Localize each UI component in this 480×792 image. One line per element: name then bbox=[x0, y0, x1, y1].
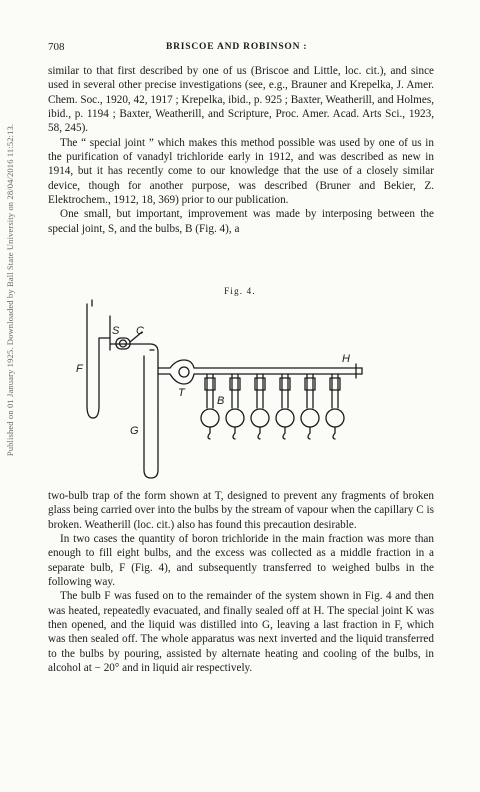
bulb-f bbox=[87, 304, 110, 418]
apparatus-figure bbox=[70, 298, 370, 485]
receiver-g bbox=[144, 356, 158, 478]
label-h: H bbox=[342, 353, 350, 365]
page-header bbox=[48, 41, 434, 55]
label-c: C bbox=[136, 325, 144, 337]
label-f: F bbox=[76, 363, 83, 375]
label-b: B bbox=[217, 395, 225, 407]
label-s: S bbox=[112, 325, 120, 337]
paragraph: two-bulb trap of the form shown at T, designed to prevent any fragments of broken glass being carried over into the bulbs by the stream of vapour when the capillary C is broken. Weatherill (loc. cit.) also has found this precaution desirable. bbox=[48, 490, 434, 531]
page-number: 708 bbox=[48, 41, 65, 53]
apparatus-diagram bbox=[70, 298, 370, 480]
figure-caption: Fig. 4. bbox=[224, 286, 256, 296]
label-g: G bbox=[130, 425, 139, 437]
paragraph: One small, but important, improvement was made by interposing between the special joint, S, and the bulbs, B (Fig. 4), a bbox=[48, 208, 434, 235]
label-t: T bbox=[178, 387, 185, 399]
body-text-before-figure bbox=[48, 64, 434, 236]
paragraph: similar to that first described by one of us (Briscoe and Little, loc. cit.), and since used in several other precise investigations (see, e.g., Brauner and Krepelka, J. Amer. Chem. Soc., 1920, 42, 1917 ; Krepelka, ibid., p. 925 ; Baxter, Weatherill, and Holmes, ibid., p. 1194 ; Baxter, Weatherill, and Scripture, Proc. Amer. Acad. Arts Sci., 1923, 58, 245). bbox=[48, 65, 434, 135]
trap-t bbox=[158, 360, 362, 368]
paragraph: In two cases the quantity of boron trichloride in the main fraction was more than enough to fill eight bulbs, and the excess was collected as a middle fraction in a separate bulb, F (Fig. 4), and subsequently transferred to weighed bulbs in the following way. bbox=[48, 533, 434, 589]
margin-note-text: Published on 01 January 1925. Downloaded by Ball State University on 28/04/2016 11:52:13. bbox=[5, 123, 15, 457]
paragraph: The “ special joint ” which makes this method possible was used by one of us in the purification of vanadyl trichloride early in 1912, and was described as new in 1914, but it has recently come to our knowledge that the use of a closely similar device, though for another purpose, was described (Bruner and Bekier, Z. Elektrochem., 1912, 18, 369) prior to our publication. bbox=[48, 136, 434, 207]
running-head: BRISCOE AND ROBINSON : bbox=[166, 42, 308, 52]
body-text-after-figure bbox=[48, 489, 434, 675]
paragraph: The bulb F was fused on to the remainder of the system shown in Fig. 4 and then was heated, repeatedly evacuated, and finally sealed off at H. The special joint K was then opened, and the liquid was distilled into G, leaving a last fraction in F, which was then sealed off. The whole apparatus was next inverted and the liquid transferred to the bulbs by pouring, assisted by alternate heating and cooling of the bulbs, in alcohol at − 20° and in liquid air respectively. bbox=[48, 590, 434, 675]
